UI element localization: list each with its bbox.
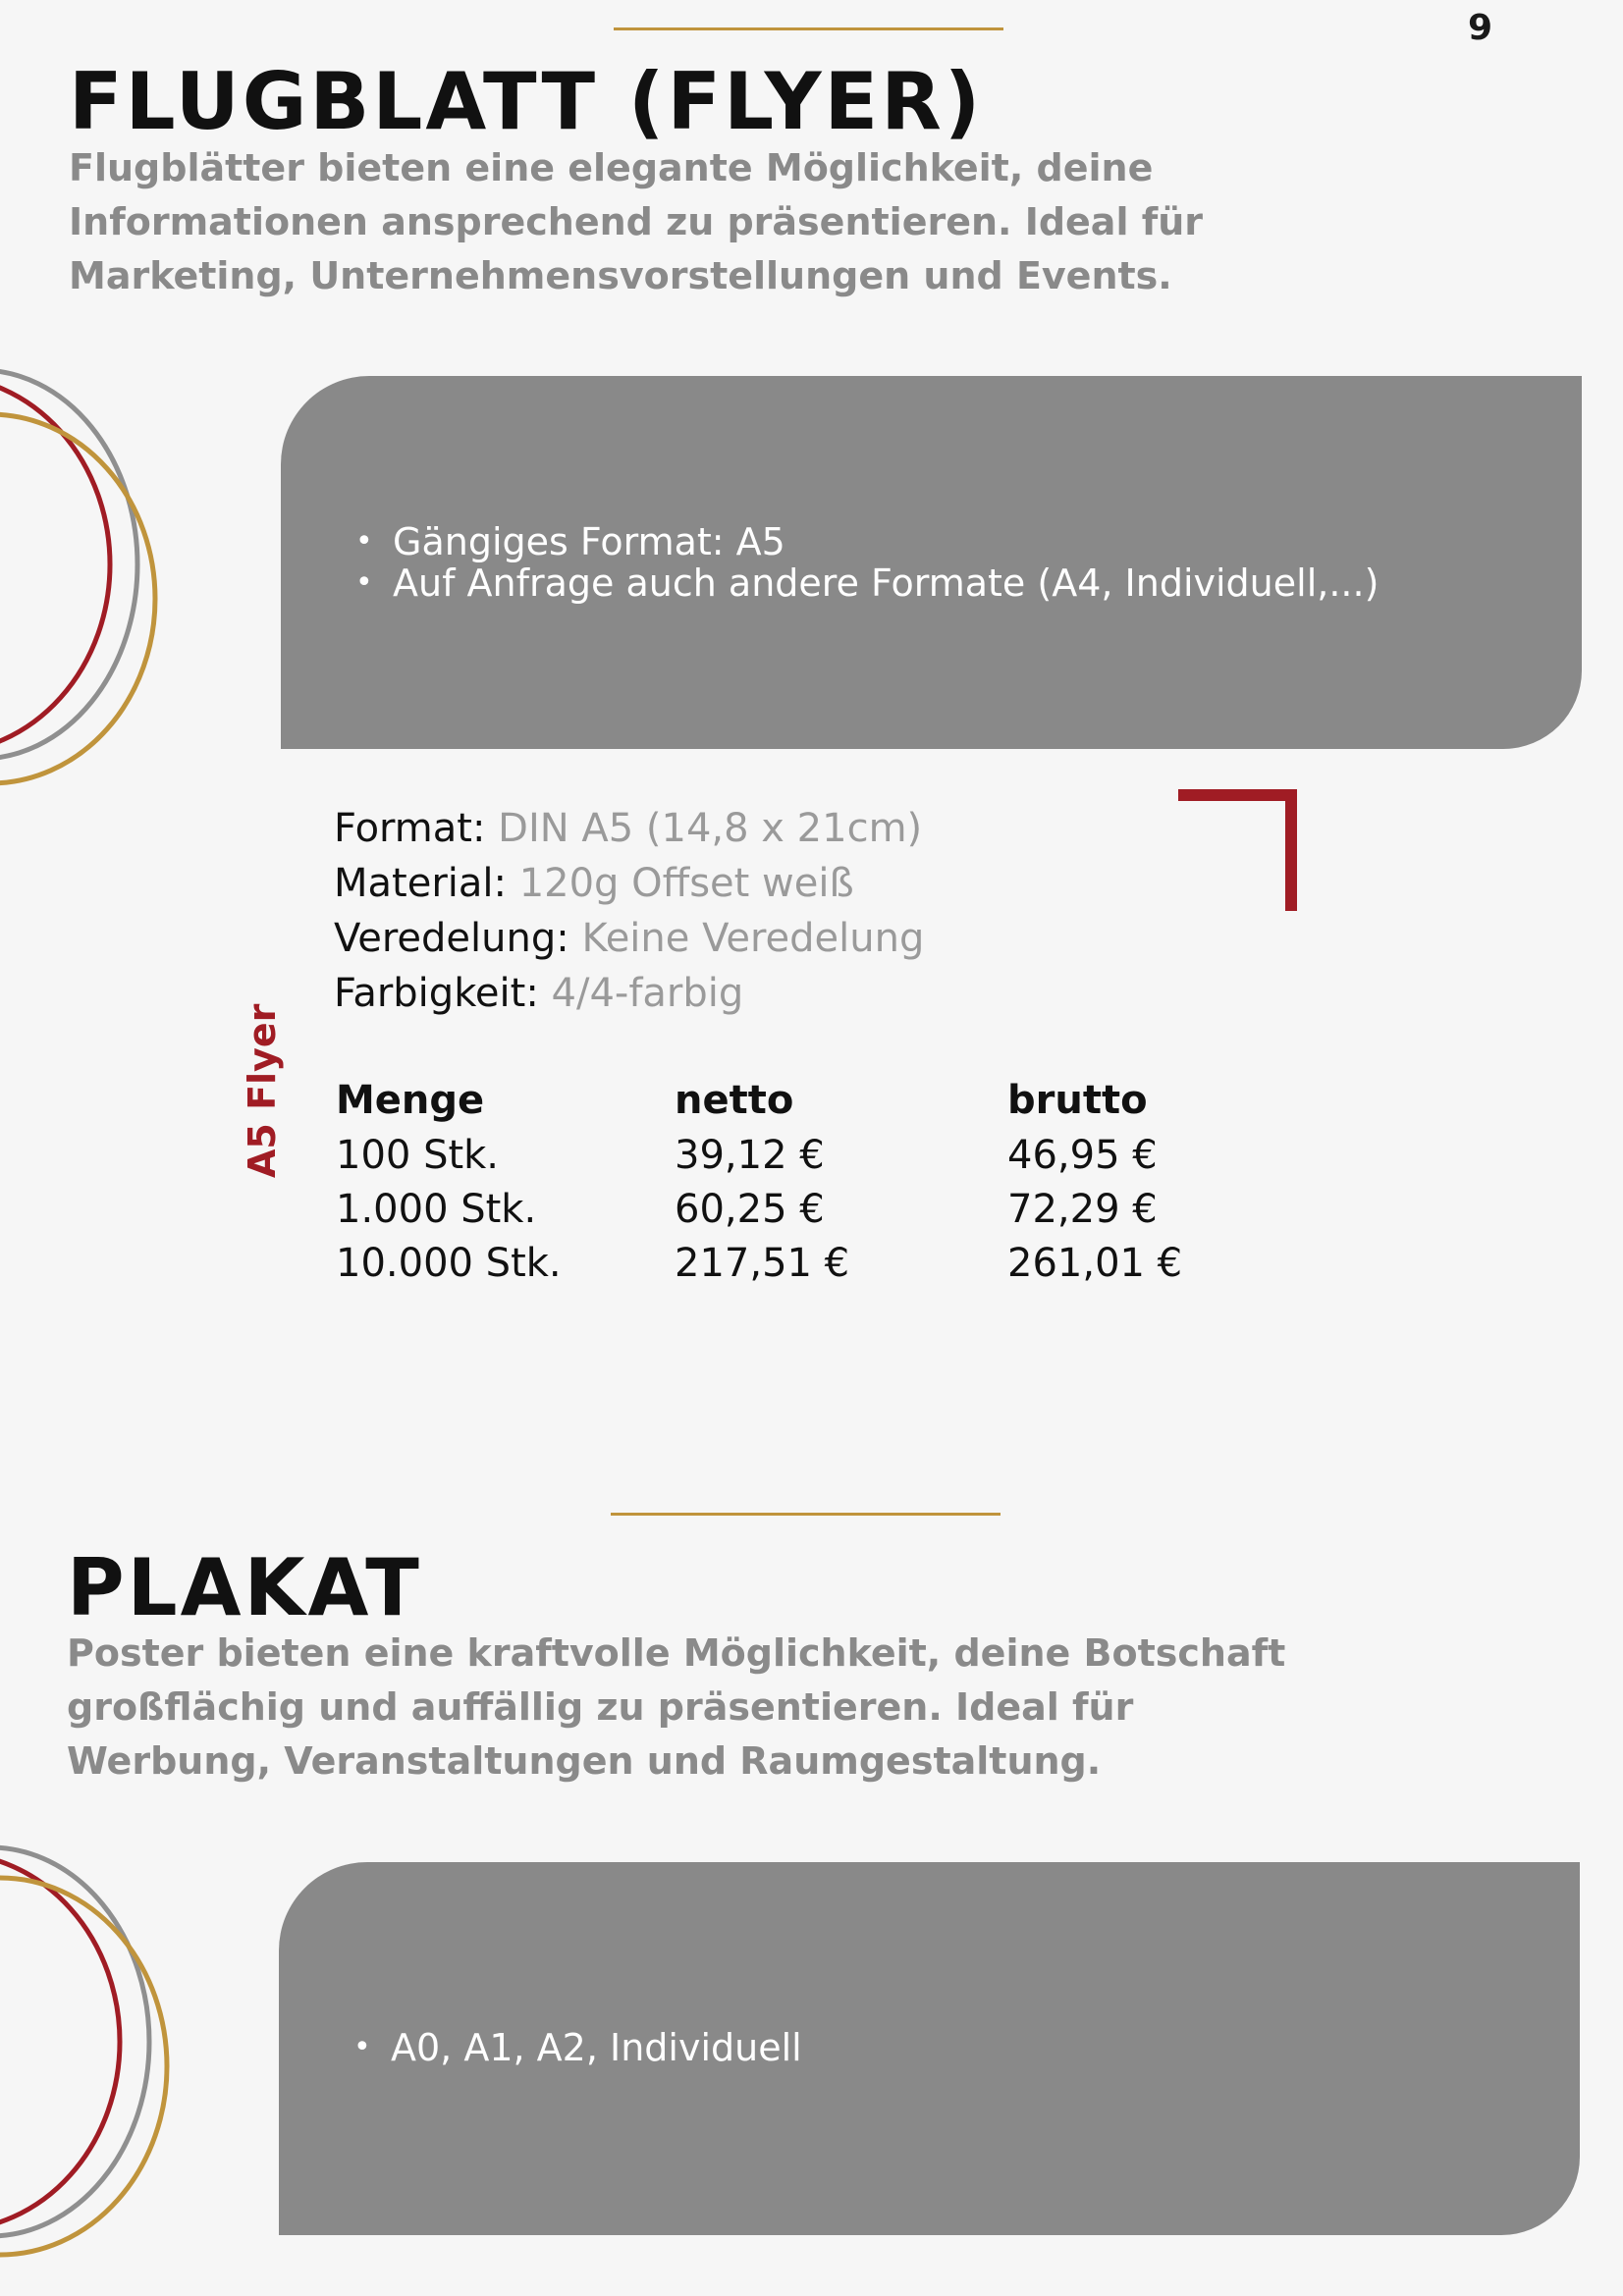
section-divider [611,1513,1001,1516]
spec-material [334,856,924,911]
spec-finishing [334,911,924,966]
table-cell: 1.000 Stk. [336,1187,537,1232]
flyer-intro-line: Flugblätter bieten eine elegante Möglichkeit, deine [69,146,1154,189]
poster-intro-line: großflächig und auffällig zu präsentieren. Ideal für [67,1685,1134,1729]
poster-formats-list [353,2027,802,2068]
table-cell: 46,95 € [1007,1133,1158,1178]
poster-intro-line: Poster bieten eine kraftvolle Möglichkeit, deine Botschaft [67,1631,1286,1675]
spec-value: Keine Veredelung [568,916,925,961]
flyer-title: FLUGBLATT (FLYER) [69,56,984,147]
table-cell: 100 Stk. [336,1133,500,1178]
table-header-quantity: Menge [336,1078,485,1123]
table-cell: 39,12 € [675,1133,825,1178]
spec-format [334,801,924,856]
table-header-net: netto [675,1078,794,1123]
spec-label: Material: [334,861,507,906]
poster-title: PLAKAT [67,1542,422,1633]
spec-value: DIN A5 (14,8 x 21cm) [485,806,923,851]
page-number: 9 [1468,8,1493,48]
poster-intro [67,1627,1285,1789]
formats-list-item: • Gängiges Format: A5 [355,521,1379,562]
spec-color [334,966,924,1021]
table-header-gross: brutto [1007,1078,1148,1123]
formats-list-item: • Auf Anfrage auch andere Formate (A4, Individuell,...) [355,562,1379,604]
table-cell: 60,25 € [675,1187,825,1232]
poster-intro-line: Werbung, Veranstaltungen und Raumgestaltung. [67,1739,1102,1783]
spec-label: Veredelung: [334,916,569,961]
spec-label: Farbigkeit: [334,971,539,1016]
corner-bracket-decoration [1176,789,1300,913]
table-cell: 72,29 € [1007,1187,1158,1232]
flyer-intro [69,141,1203,303]
section-divider [614,27,1003,30]
spec-value: 4/4-farbig [538,971,744,1016]
flyer-intro-line: Informationen ansprechend zu präsentieren. Ideal für [69,200,1204,243]
poster-formats-list-item: • A0, A1, A2, Individuell [353,2027,802,2068]
formats-list [355,521,1379,604]
table-cell: 261,01 € [1007,1241,1183,1286]
table-cell: 217,51 € [675,1241,850,1286]
decorative-rings [0,1836,187,2296]
decorative-rings [0,363,177,815]
flyer-intro-line: Marketing, Unternehmensvorstellungen und Events. [69,254,1172,297]
product-side-label: A5 Flyer [241,1003,284,1178]
price-table [336,1078,1219,1304]
flyer-specs [334,801,924,1021]
spec-value: 120g Offset weiß [506,861,854,906]
spec-label: Format: [334,806,486,851]
table-cell: 10.000 Stk. [336,1241,562,1286]
